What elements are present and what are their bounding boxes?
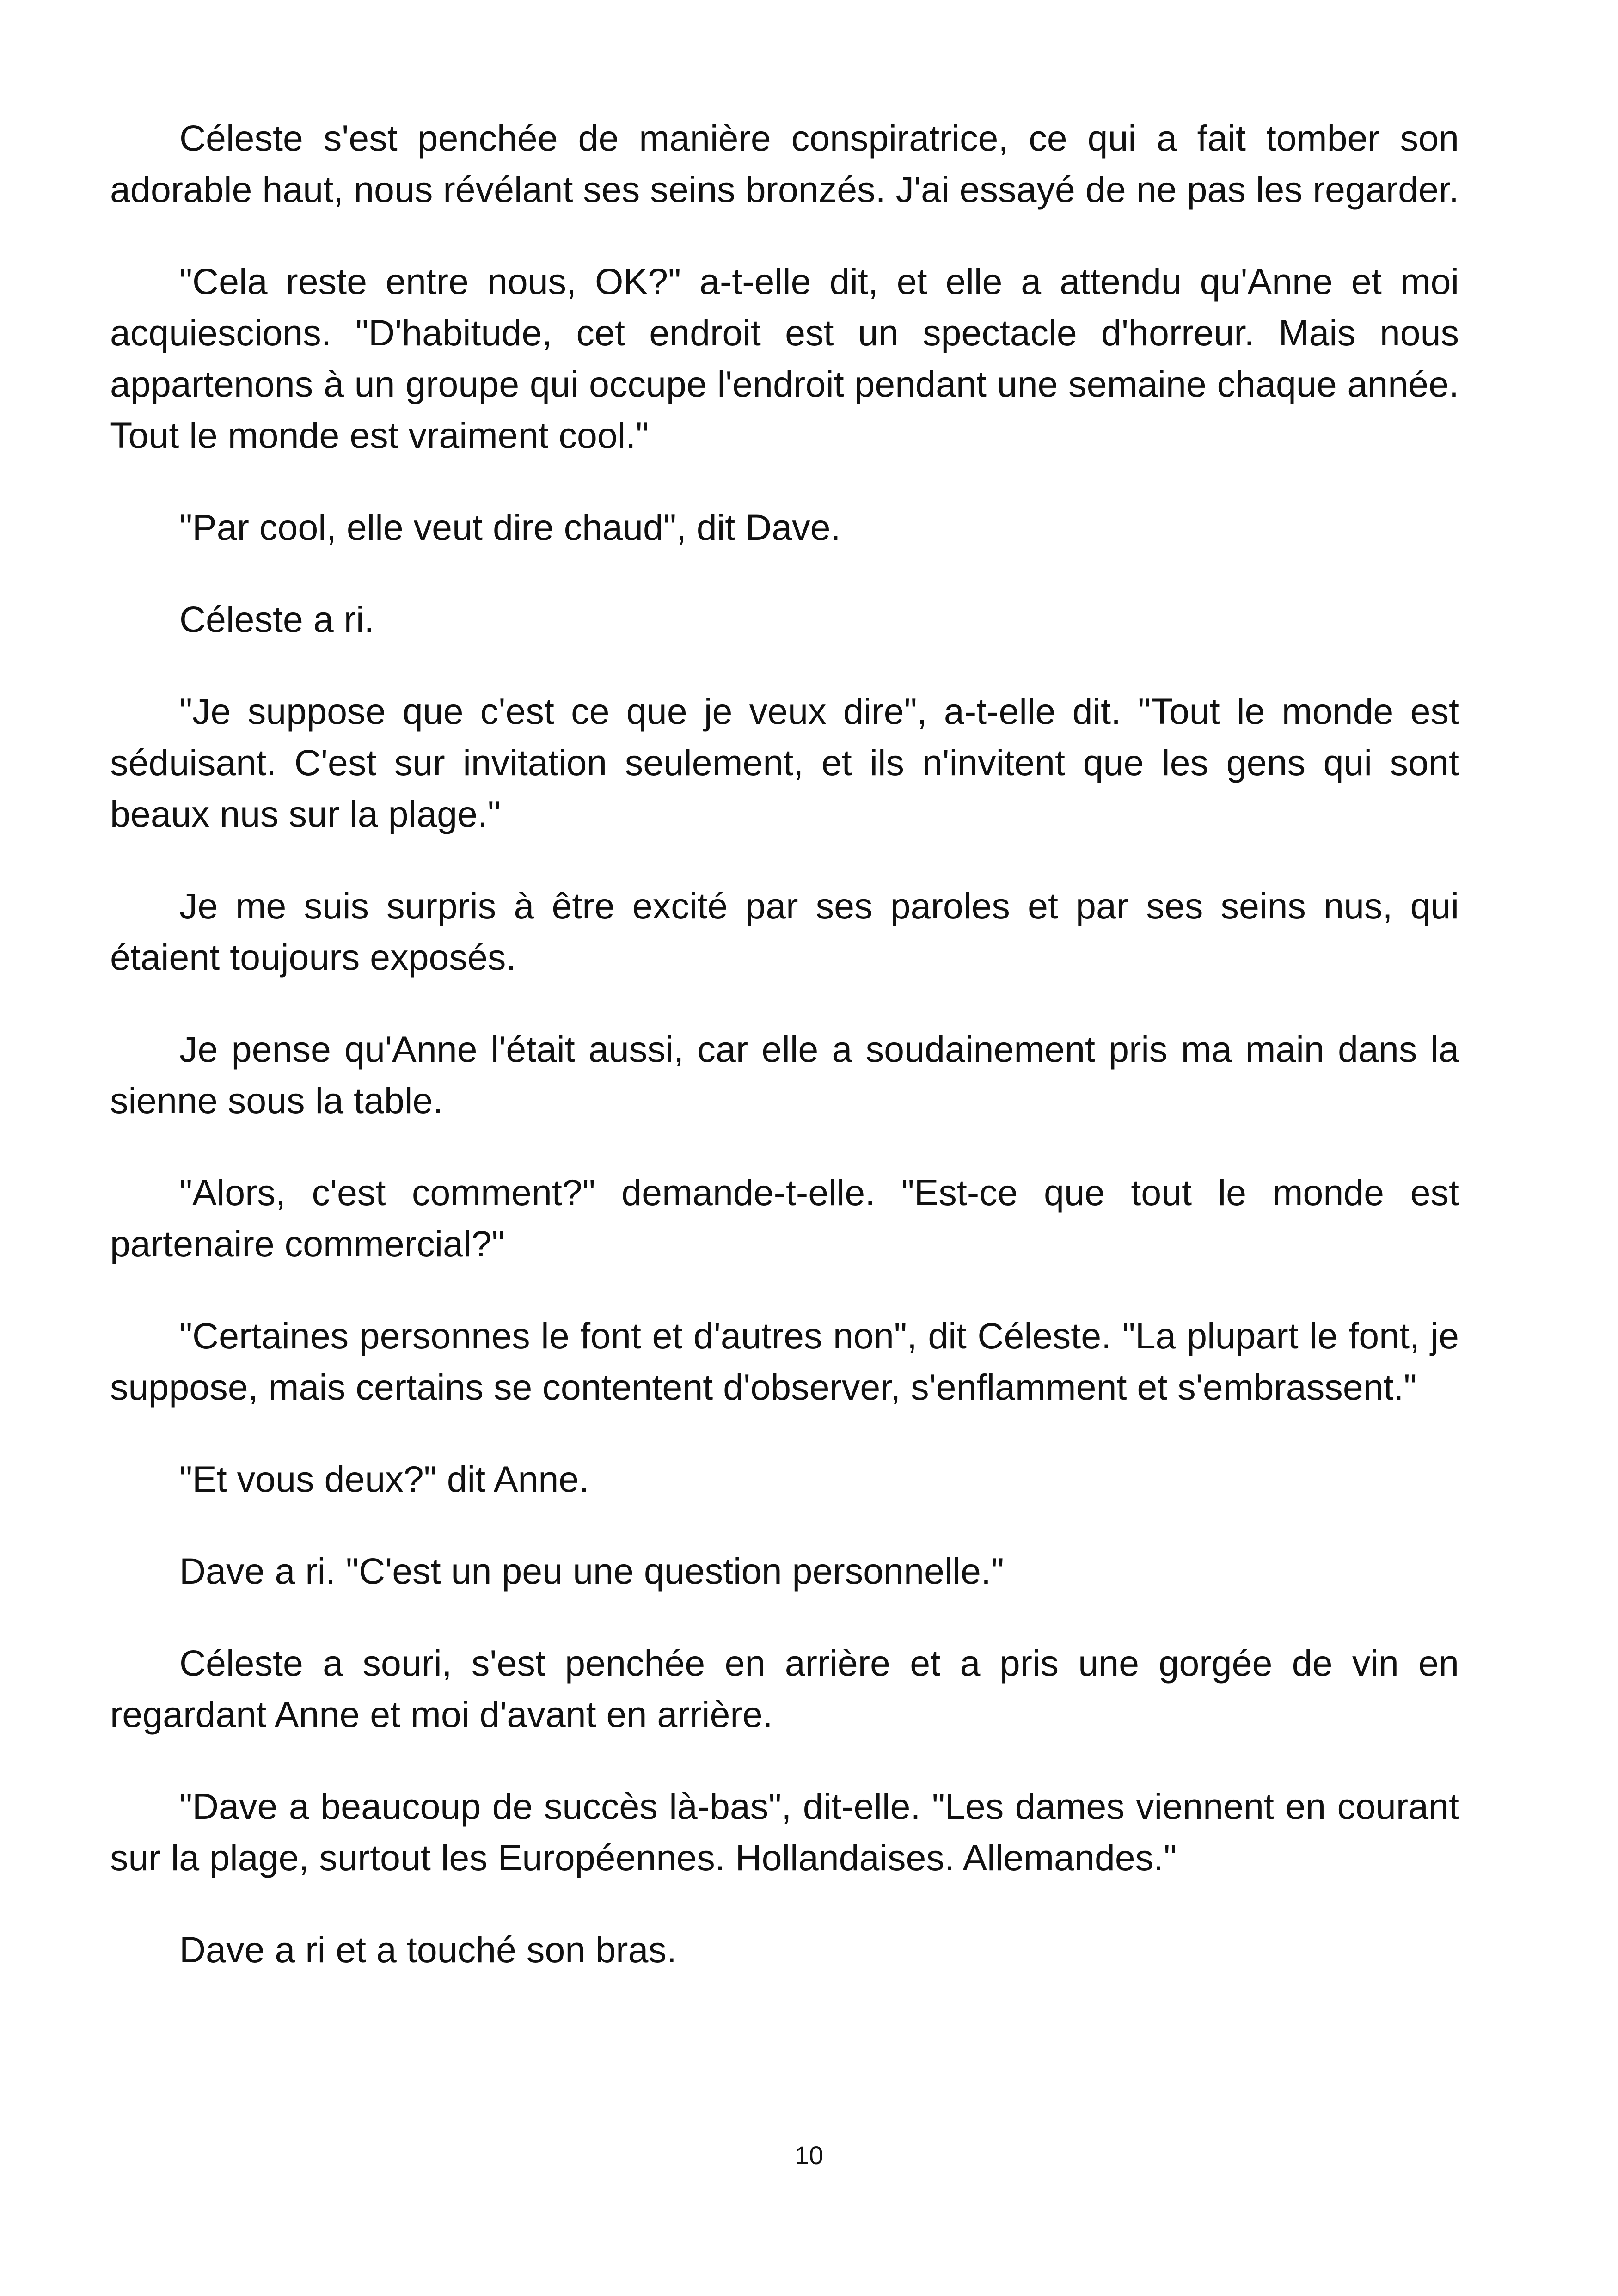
paragraph: "Dave a beaucoup de succès là-bas", dit-elle. "Les dames viennent en courant sur la plage, surtout les Européennes. Hollandaises. Allemandes." <box>110 1786 1459 1878</box>
paragraph: "Cela reste entre nous, OK?" a-t-elle dit, et elle a attendu qu'Anne et moi acquiescions. "D'habitude, cet endroit est un spectacle d'horreur. Mais nous appartenons à un groupe qui occupe l'endroit pendant une semaine chaque année. Tout le monde est vraiment cool." <box>110 261 1459 456</box>
paragraph: Céleste a souri, s'est penchée en arrière et a pris une gorgée de vin en regardant Anne et moi d'avant en arrière. <box>110 1642 1459 1735</box>
paragraph: Je me suis surpris à être excité par ses paroles et par ses seins nus, qui étaient toujours exposés. <box>110 885 1459 978</box>
paragraph: "Et vous deux?" dit Anne. <box>179 1458 589 1500</box>
paragraph: "Certaines personnes le font et d'autres non", dit Céleste. "La plupart le font, je suppose, mais certains se contentent d'observer, s'enflamment et s'embrassent." <box>110 1315 1459 1408</box>
paragraph: "Par cool, elle veut dire chaud", dit Dave. <box>179 507 841 548</box>
page-number: 10 <box>794 2141 824 2170</box>
paragraph: Céleste s'est penchée de manière conspiratrice, ce qui a fait tomber son adorable haut, nous révélant ses seins bronzés. J'ai essayé de ne pas les regarder. <box>110 117 1459 210</box>
paragraph: "Alors, c'est comment?" demande-t-elle. "Est-ce que tout le monde est partenaire commercial?" <box>110 1172 1459 1264</box>
body-text <box>110 112 1459 2016</box>
paragraph: Dave a ri et a touché son bras. <box>179 1929 677 1970</box>
paragraph: Je pense qu'Anne l'était aussi, car elle a soudainement pris ma main dans la sienne sous la table. <box>110 1029 1459 1121</box>
paragraph: Dave a ri. "C'est un peu une question personnelle." <box>179 1550 1004 1592</box>
paragraph: Céleste a ri. <box>179 599 374 640</box>
paragraph: "Je suppose que c'est ce que je veux dire", a-t-elle dit. "Tout le monde est séduisant. C'est sur invitation seulement, et ils n'invitent que les gens qui sont beaux nus sur la plage." <box>110 691 1459 834</box>
